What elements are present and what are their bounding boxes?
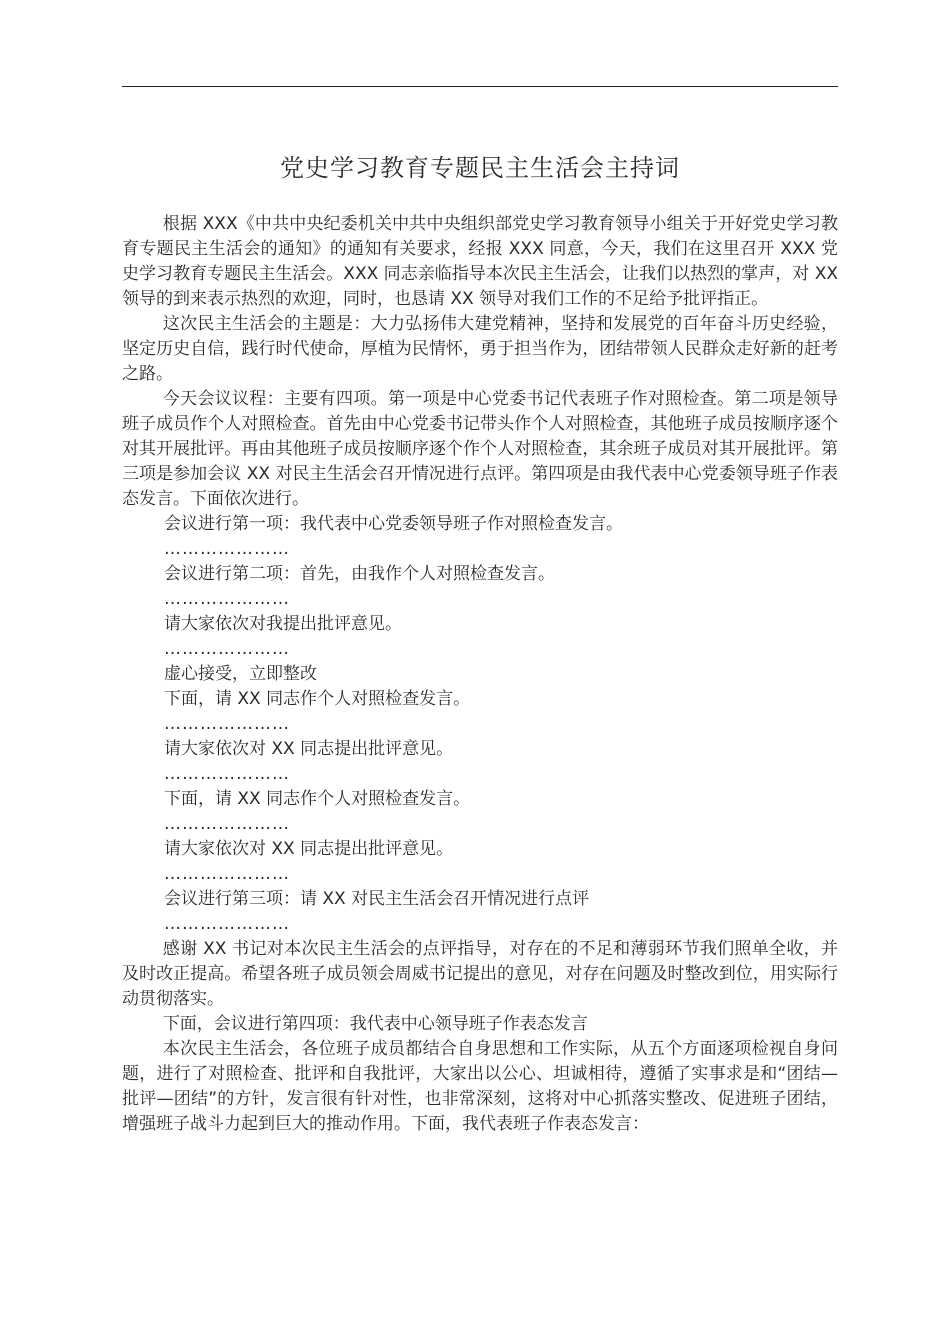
step-item-9: 会议进行第三项：请 XX 对民主生活会召开情况进行点评 — [164, 889, 590, 909]
step-item-2: 会议进行第二项：首先，由我作个人对照检查发言。 — [164, 564, 555, 584]
ellipsis-line: ………………… — [164, 914, 290, 934]
paragraph-thanks: 感谢 XX 书记对本次民主生活会的点评指导，对存在的不足和薄弱环节我们照单全收，并及时改正提高。希望各班子成员领会周威书记提出的意见，对存在问题及时整改到位，用实际行动贯彻落实。 — [122, 939, 838, 1009]
paragraph-fourth-item: 下面，会议进行第四项：我代表中心领导班子作表态发言 — [162, 1014, 588, 1034]
step-item-7: 下面，请 XX 同志作个人对照检查发言。 — [164, 789, 471, 809]
ellipsis-line: ………………… — [164, 764, 290, 784]
step-item-1: 会议进行第一项：我代表中心党委领导班子作对照检查发言。 — [164, 514, 623, 534]
header-rule — [122, 86, 838, 87]
ellipsis-line: ………………… — [164, 539, 290, 559]
ellipsis-line: ………………… — [164, 814, 290, 834]
step-item-5: 下面，请 XX 同志作个人对照检查发言。 — [164, 689, 471, 709]
ellipsis-line: ………………… — [164, 864, 290, 884]
document-title: 党史学习教育专题民主生活会主持词 — [280, 154, 680, 182]
ellipsis-line: ………………… — [164, 639, 290, 659]
step-item-4: 虚心接受，立即整改 — [164, 664, 317, 684]
paragraph-summary: 本次民主生活会，各位班子成员都结合自身思想和工作实际，从五个方面逐项检视自身问题，进行了对照检查、批评和自我批评，大家出以公心、坦诚相待，遵循了实事求是和“团结—批评—团结”的方针，发言很有针对性，也非常深刻，这将对中心抓落实整改、促进班子团结，增强班子战斗力起到巨大的推动作用。下面，我代表班子作表态发言： — [122, 1039, 838, 1134]
paragraph-agenda: 今天会议议程：主要有四项。第一项是中心党委书记代表班子作对照检查。第二项是领导班子成员作个人对照检查。首先由中心党委书记带头作个人对照检查，其他班子成员按顺序逐个对其开展批评。再由其他班子成员按顺序逐个作个人对照检查，其余班子成员对其开展批评。第三项是参加会议 XX 对民主生活会召开情况进行点评。第四项是由我代表中心党委领导班子作表态发言。下面依次进行。 — [122, 389, 838, 509]
step-item-6: 请大家依次对 XX 同志提出批评意见。 — [164, 739, 454, 759]
ellipsis-line: ………………… — [164, 714, 290, 734]
document-body — [122, 212, 838, 1137]
ellipsis-line: ………………… — [164, 589, 290, 609]
step-item-8: 请大家依次对 XX 同志提出批评意见。 — [164, 839, 454, 859]
step-item-3: 请大家依次对我提出批评意见。 — [164, 614, 402, 634]
paragraph-intro: 根据 XXX《中共中央纪委机关中共中央组织部党史学习教育领导小组关于开好党史学习教育专题民主生活会的通知》的通知有关要求，经报 XXX 同意，今天，我们在这里召开 XXX 党史学习教育专题民主生活会。XXX 同志亲临指导本次民主生活会，让我们以热烈的掌声，对 XX 领导的到来表示热烈的欢迎，同时，也恳请 XX 领导对我们工作的不足给予批评指正。 — [122, 214, 838, 309]
paragraph-theme: 这次民主生活会的主题是：大力弘扬伟大建党精神，坚持和发展党的百年奋斗历史经验，坚定历史自信，践行时代使命，厚植为民情怀，勇于担当作为，团结带领人民群众走好新的赶考之路。 — [122, 314, 838, 384]
